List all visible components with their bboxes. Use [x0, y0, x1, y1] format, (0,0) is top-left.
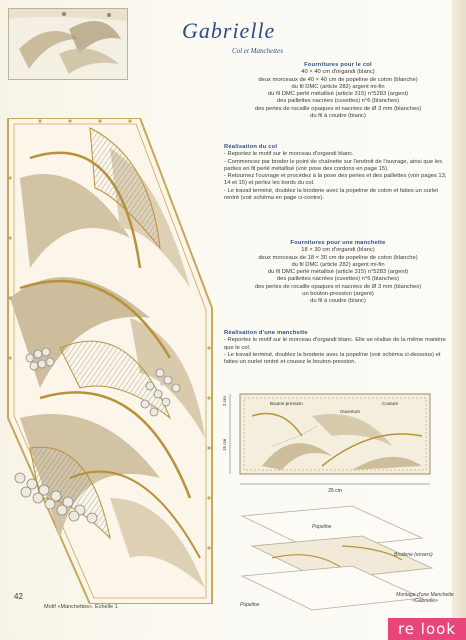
col-step: - Commencez par broder le point de chaînette sur l'endroit de l'ouvrage, ainsi que les parties en fil perlé métallisé (voir pose des cordons en page 15). [224, 158, 443, 172]
cuff-diagram [222, 386, 444, 496]
page-number: 42 [14, 592, 23, 601]
label-button: Bouton-pression [270, 401, 303, 406]
col-supplies-heading: Fournitures pour le col [304, 62, 372, 68]
manchette-supply-item: du fil DMC (article 282) argent mi-fin [291, 261, 385, 268]
embroidery-motif [0, 118, 222, 604]
page-title: Gabrielle [182, 18, 276, 43]
manchette-supply-item: du fil DMC perlé métallisé (article 315) n°5283 (argent) [267, 269, 409, 276]
manchette-steps [224, 330, 452, 366]
manchette-supplies [224, 240, 452, 306]
col-step: - Le travail terminé, doublez la broderie avec la popeline de coton et faites un ourlet rentré (voir schéma en page ci-contre). [224, 187, 438, 202]
manchette-supply-item: du fil à coudre (blanc) [310, 298, 366, 305]
col-steps [224, 144, 452, 202]
assembly-caption: Montage d'une Manchette «Gabrielle» [396, 592, 454, 604]
dim-height1: 3 cm [222, 396, 227, 406]
col-step: - Retournez l'ouvrage et procédez à la pose des perles et des paillettes (voir pages 13, 14 et 15) et perlez les bords du col. [224, 173, 447, 187]
product-photo [8, 8, 128, 80]
col-supply-item: du fil DMC perlé métallisé (article 315) n°5283 (argent) [267, 91, 409, 98]
dim-width: 25 cm [328, 488, 342, 494]
col-supply-item: du fil à coudre (blanc) [310, 113, 366, 120]
manchette-steps-heading: Réalisation d'une manchette [224, 330, 308, 336]
label-opening: Ouverture [340, 409, 361, 414]
col-supply-item: des paillettes nacrées (cuvettes) n°6 (blanches) [276, 98, 400, 105]
col-supply-item: deux morceaux de 40 × 40 cm de popeline de coton (blanche) [258, 76, 418, 83]
manchette-step: - Le travail terminé, doublez la broderie avec la popeline (voir schéma ci-dessous) et faites un ourlet rentré et cousez le bouton-pression. [224, 351, 441, 366]
label-embroidery-layer: Broderie (envers) [394, 552, 433, 558]
col-supply-item: 40 × 40 cm d'organdi (blanc) [301, 69, 375, 76]
col-step: - Reportez le motif sur le morceau d'organdi blanc. [224, 151, 354, 158]
relook-logo: re look [388, 618, 466, 640]
label-top-layer: Popeline [312, 524, 332, 530]
manchette-supply-item: 18 × 30 cm d'organdi (blanc) [301, 247, 375, 254]
assembly-diagram [232, 498, 464, 618]
manchette-supply-item: des perles de rocaille opaques et nacrées de Ø 3 mm (blanches) [254, 283, 422, 290]
manchette-supply-item: des paillettes nacrées (cuvettes) n°6 (blanches) [276, 276, 400, 283]
page-subtitle: Col et Manchettes [232, 47, 283, 55]
label-bottom-layer: Popeline [240, 602, 260, 608]
manchette-step: - Reportez le motif sur le morceau d'organdi blanc. Elle se réalise de la même manière que le col. [224, 337, 446, 351]
col-supply-item: du fil DMC (article 282) argent mi-fin [291, 83, 385, 90]
motif-caption: Motif «Manchettes». Échelle 1 [44, 604, 118, 610]
col-steps-heading: Réalisation du col [224, 144, 278, 150]
manchette-supply-item: un bouton-pression (argent) [302, 291, 374, 298]
col-supplies [224, 62, 452, 120]
label-seam: Couture [382, 401, 399, 406]
dim-height2: 15 cm [222, 438, 227, 451]
manchette-supply-item: deux morceaux de 18 × 30 cm de popeline de coton (blanche) [258, 254, 418, 261]
col-supply-item: des perles de rocaille opaques et nacrées de Ø 3 mm (blanches) [254, 105, 422, 112]
manchette-supplies-heading: Fournitures pour une manchette [290, 240, 386, 246]
